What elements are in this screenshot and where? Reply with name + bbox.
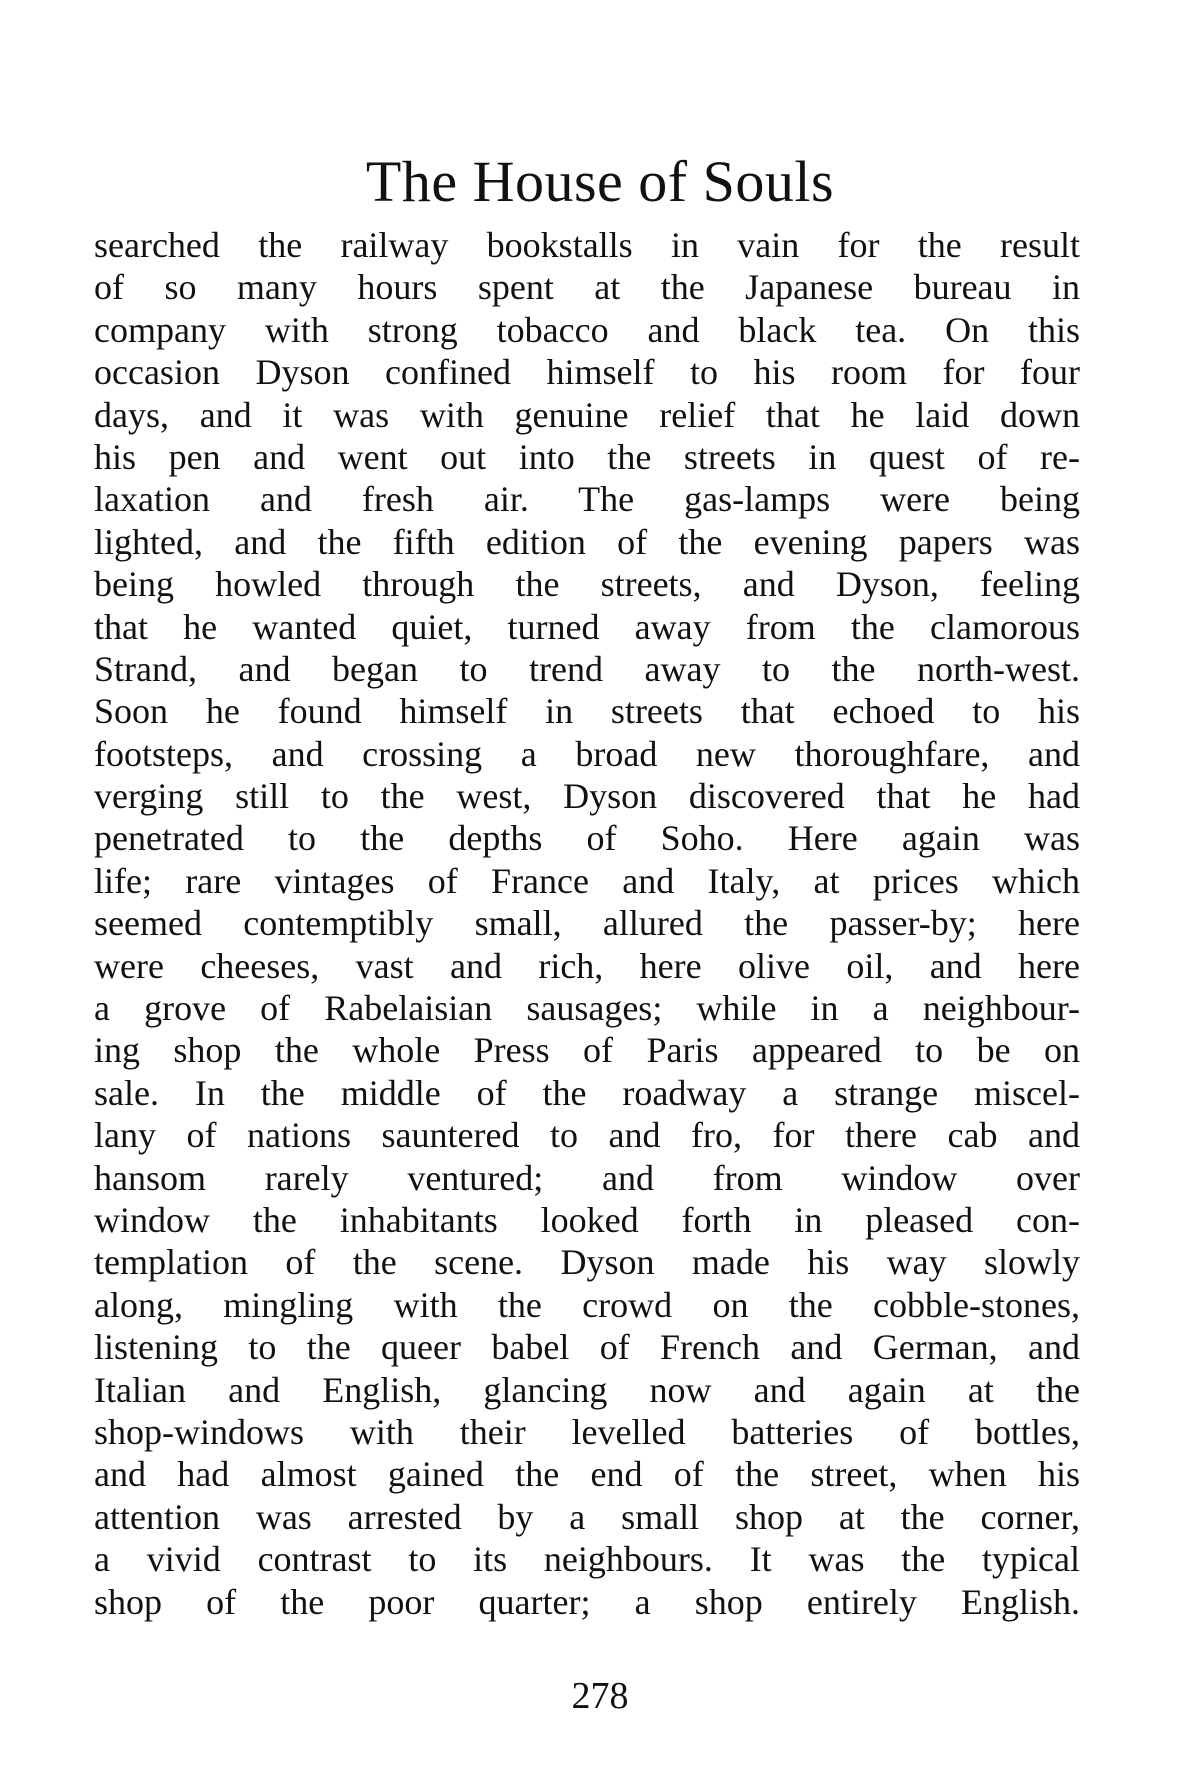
text-line: life; rare vintages of France and Italy, at prices which xyxy=(94,860,1080,901)
text-line: were cheeses, vast and rich, here olive oil, and here xyxy=(94,945,1080,986)
page-number: 278 xyxy=(571,1675,629,1717)
text-line: shop of the poor quarter; a shop entirely English. xyxy=(94,1581,1080,1622)
text-line: seemed contemptibly small, allured the passer-by; here xyxy=(94,903,1080,944)
text-line: hansom rarely ventured; and from window over xyxy=(94,1157,1080,1198)
text-line: that he wanted quiet, turned away from the clamorous xyxy=(94,606,1080,647)
text-line: a grove of Rabelaisian sausages; while in a neighbour- xyxy=(94,988,1080,1029)
text-line: Soon he found himself in streets that echoed to his xyxy=(94,691,1080,732)
text-line: penetrated to the depths of Soho. Here again was xyxy=(94,818,1080,859)
body-text xyxy=(94,224,1080,1623)
text-line: verging still to the west, Dyson discovered that he had xyxy=(94,776,1080,817)
text-line: of so many hours spent at the Japanese bureau in xyxy=(94,267,1080,308)
text-line: company with strong tobacco and black tea. On this xyxy=(94,309,1080,350)
text-line: days, and it was with genuine relief that he laid down xyxy=(94,394,1080,435)
text-line: Italian and English, glancing now and again at the xyxy=(94,1369,1080,1410)
text-line: sale. In the middle of the roadway a strange miscel- xyxy=(94,1072,1080,1113)
text-line: lighted, and the fifth edition of the evening papers was xyxy=(94,521,1080,562)
text-line: templation of the scene. Dyson made his way slowly xyxy=(94,1242,1080,1283)
text-line: laxation and fresh air. The gas-lamps were being xyxy=(94,479,1080,520)
text-line: footsteps, and crossing a broad new thoroughfare, and xyxy=(94,733,1080,774)
text-line: along, mingling with the crowd on the cobble-stones, xyxy=(94,1284,1080,1325)
text-line: a vivid contrast to its neighbours. It was the typical xyxy=(94,1539,1080,1580)
running-head-title: The House of Souls xyxy=(365,149,835,214)
text-line: attention was arrested by a small shop at the corner, xyxy=(94,1496,1080,1537)
text-line: occasion Dyson confined himself to his room for four xyxy=(94,352,1080,393)
text-line: and had almost gained the end of the street, when his xyxy=(94,1454,1080,1495)
text-line: being howled through the streets, and Dyson, feeling xyxy=(94,564,1080,605)
text-line: shop-windows with their levelled batteries of bottles, xyxy=(94,1411,1080,1452)
text-line: searched the railway bookstalls in vain for the result xyxy=(94,225,1080,265)
text-line: ing shop the whole Press of Paris appeared to be on xyxy=(94,1030,1080,1071)
text-line: Strand, and began to trend away to the north-west. xyxy=(94,648,1080,689)
text-line: his pen and went out into the streets in quest of re- xyxy=(94,436,1080,477)
text-line: lany of nations sauntered to and fro, for there cab and xyxy=(94,1115,1080,1156)
text-line: listening to the queer babel of French and German, and xyxy=(94,1327,1080,1368)
text-line: window the inhabitants looked forth in pleased con- xyxy=(94,1199,1080,1240)
